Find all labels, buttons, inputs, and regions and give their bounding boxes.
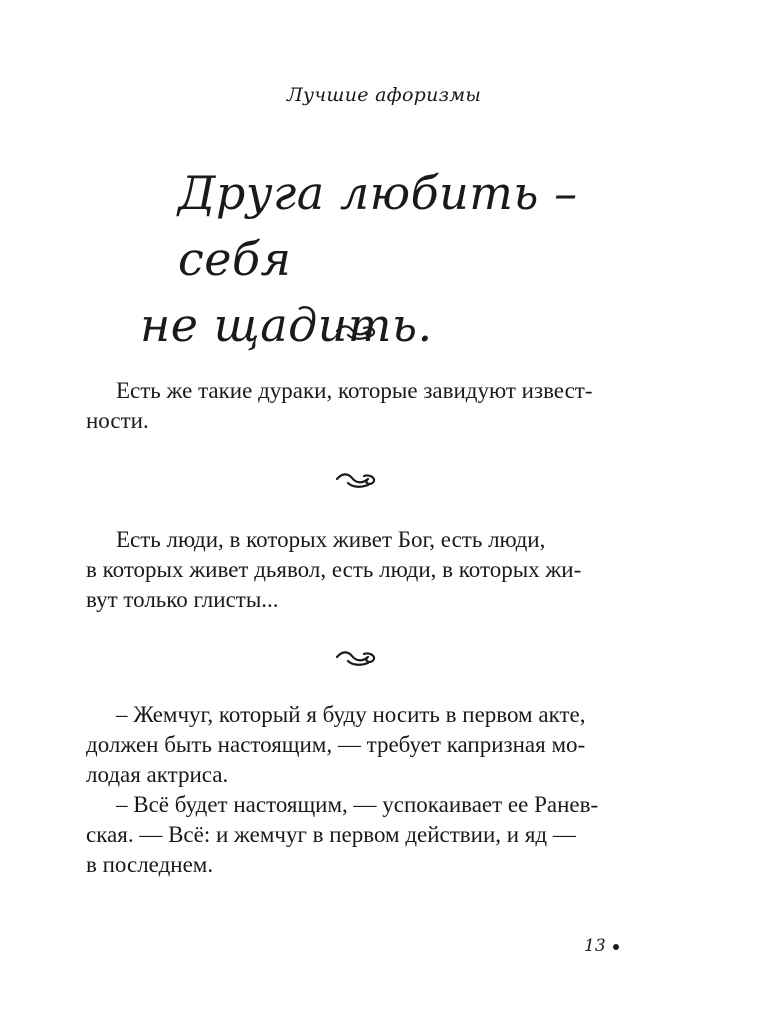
aphorism-line: ности.	[86, 408, 149, 433]
aphorism-line: должен быть настоящим, — требует капризная мо-	[86, 732, 586, 757]
aphorism-line: в которых живет дьявол, есть люди, в которых жи-	[86, 557, 582, 582]
aphorism-line: – Жемчуг, который я буду носить в первом акте,	[116, 702, 586, 727]
running-head: Лучшие афоризмы	[286, 84, 482, 106]
aphorism-line: вут только глисты...	[86, 587, 279, 612]
swirl-ornament-icon	[334, 470, 378, 490]
headline-line-2: не щадить.	[140, 298, 433, 352]
aphorism-2	[86, 525, 682, 615]
aphorism-line: Есть люди, в которых живет Бог, есть люди,	[116, 527, 546, 552]
aphorism-3	[86, 700, 682, 880]
page-number: 13	[584, 936, 606, 956]
aphorism-line: Есть же такие дураки, которые завидуют извест-	[116, 378, 593, 403]
aphorism-1	[86, 376, 682, 436]
aphorism-line: – Всё будет настоящим, — успокаивает ее Ранев-	[116, 792, 599, 817]
headline-line-1: Друга любить – себя	[178, 166, 578, 286]
swirl-ornament-icon	[334, 322, 378, 342]
aphorism-line: ская. — Всё: и жемчуг в первом действии, и яд —	[86, 822, 576, 847]
aphorism-line: в последнем.	[86, 852, 214, 877]
aphorism-line: лодая актриса.	[86, 762, 229, 787]
swirl-ornament-icon	[334, 648, 378, 668]
headline	[140, 160, 640, 358]
page-number-bullet	[613, 944, 619, 950]
